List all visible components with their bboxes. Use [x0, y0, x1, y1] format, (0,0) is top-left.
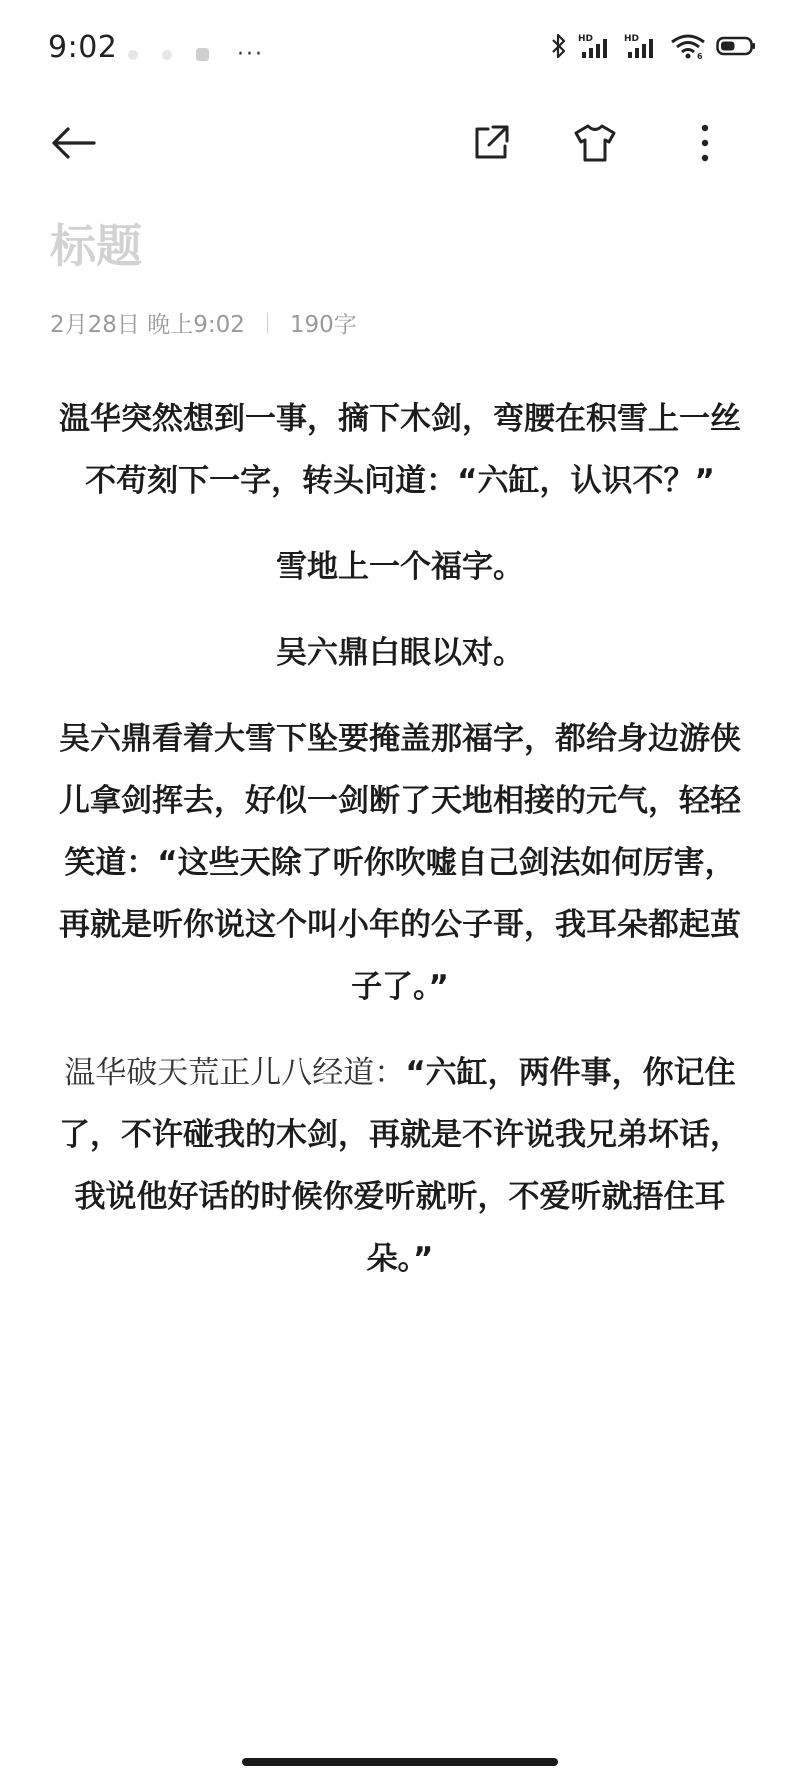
toolbar: [0, 100, 800, 180]
notification-app-icon: [196, 48, 209, 61]
more-options-button[interactable]: [680, 118, 730, 168]
share-external-icon: [471, 123, 511, 163]
note-meta: [50, 306, 357, 339]
paragraph-text: 温华突然想到一事，摘下木剑，弯腰在积雪上一丝不苟刻下一字，转头问道：“六缸，认识不？”: [59, 401, 741, 499]
signal-label: HD: [624, 34, 640, 44]
notification-dot-icon: [128, 50, 138, 60]
cellular-signal-icon: [624, 32, 660, 60]
paragraph: [50, 1042, 750, 1290]
note-date: 2月28日 晚上9:02: [50, 312, 245, 338]
paragraph-text: “六缸，两件事，你记住了，不许碰我的木剑，再就是不许说我兄弟坏话，我说他好话的时候你爱听就听，不爱听就捂住耳朵。”: [59, 1055, 741, 1277]
paragraph: [50, 708, 750, 1018]
paragraph-text: 吴六鼎白眼以对。: [276, 635, 524, 671]
paragraph: [50, 622, 750, 684]
arrow-left-icon: [50, 126, 96, 160]
back-button[interactable]: [48, 118, 98, 168]
signal-label: HD: [578, 34, 594, 44]
notification-dot-icon: [162, 50, 172, 60]
meta-divider: [267, 313, 268, 333]
notification-icons: [128, 42, 264, 67]
note-body[interactable]: [50, 388, 750, 1314]
tshirt-icon: [573, 123, 617, 163]
note-title-input[interactable]: 标题: [50, 219, 142, 273]
status-bar: [0, 0, 800, 100]
bluetooth-icon: [550, 32, 568, 60]
paragraph: [50, 536, 750, 598]
battery-icon: [716, 35, 756, 57]
paragraph-text: 吴六鼎看着大雪下坠要掩盖那福字，都给身边游侠儿拿剑挥去，好似一剑断了天地相接的元气，轻轻笑道：“这些天除了听你吹嘘自己剑法如何厉害，再就是听你说这个叫小年的公子哥，我耳朵都起茧子了。”: [59, 721, 741, 1005]
status-indicators: [550, 32, 756, 60]
share-button[interactable]: [466, 118, 516, 168]
home-indicator[interactable]: [242, 1758, 558, 1766]
paragraph: [50, 388, 750, 512]
status-time: 9:02: [48, 30, 118, 65]
cellular-signal-icon: [578, 32, 614, 60]
wifi-label: 6: [697, 52, 703, 60]
theme-button[interactable]: [570, 118, 620, 168]
paragraph-lead-text: 温华破天荒正儿八经道：: [64, 1055, 406, 1091]
more-notifications-icon: ···: [237, 42, 264, 67]
wifi-icon: [670, 32, 706, 60]
paragraph-text: 雪地上一个福字。: [276, 549, 524, 585]
word-count: 190字: [289, 312, 357, 338]
more-vertical-icon: [700, 123, 710, 163]
